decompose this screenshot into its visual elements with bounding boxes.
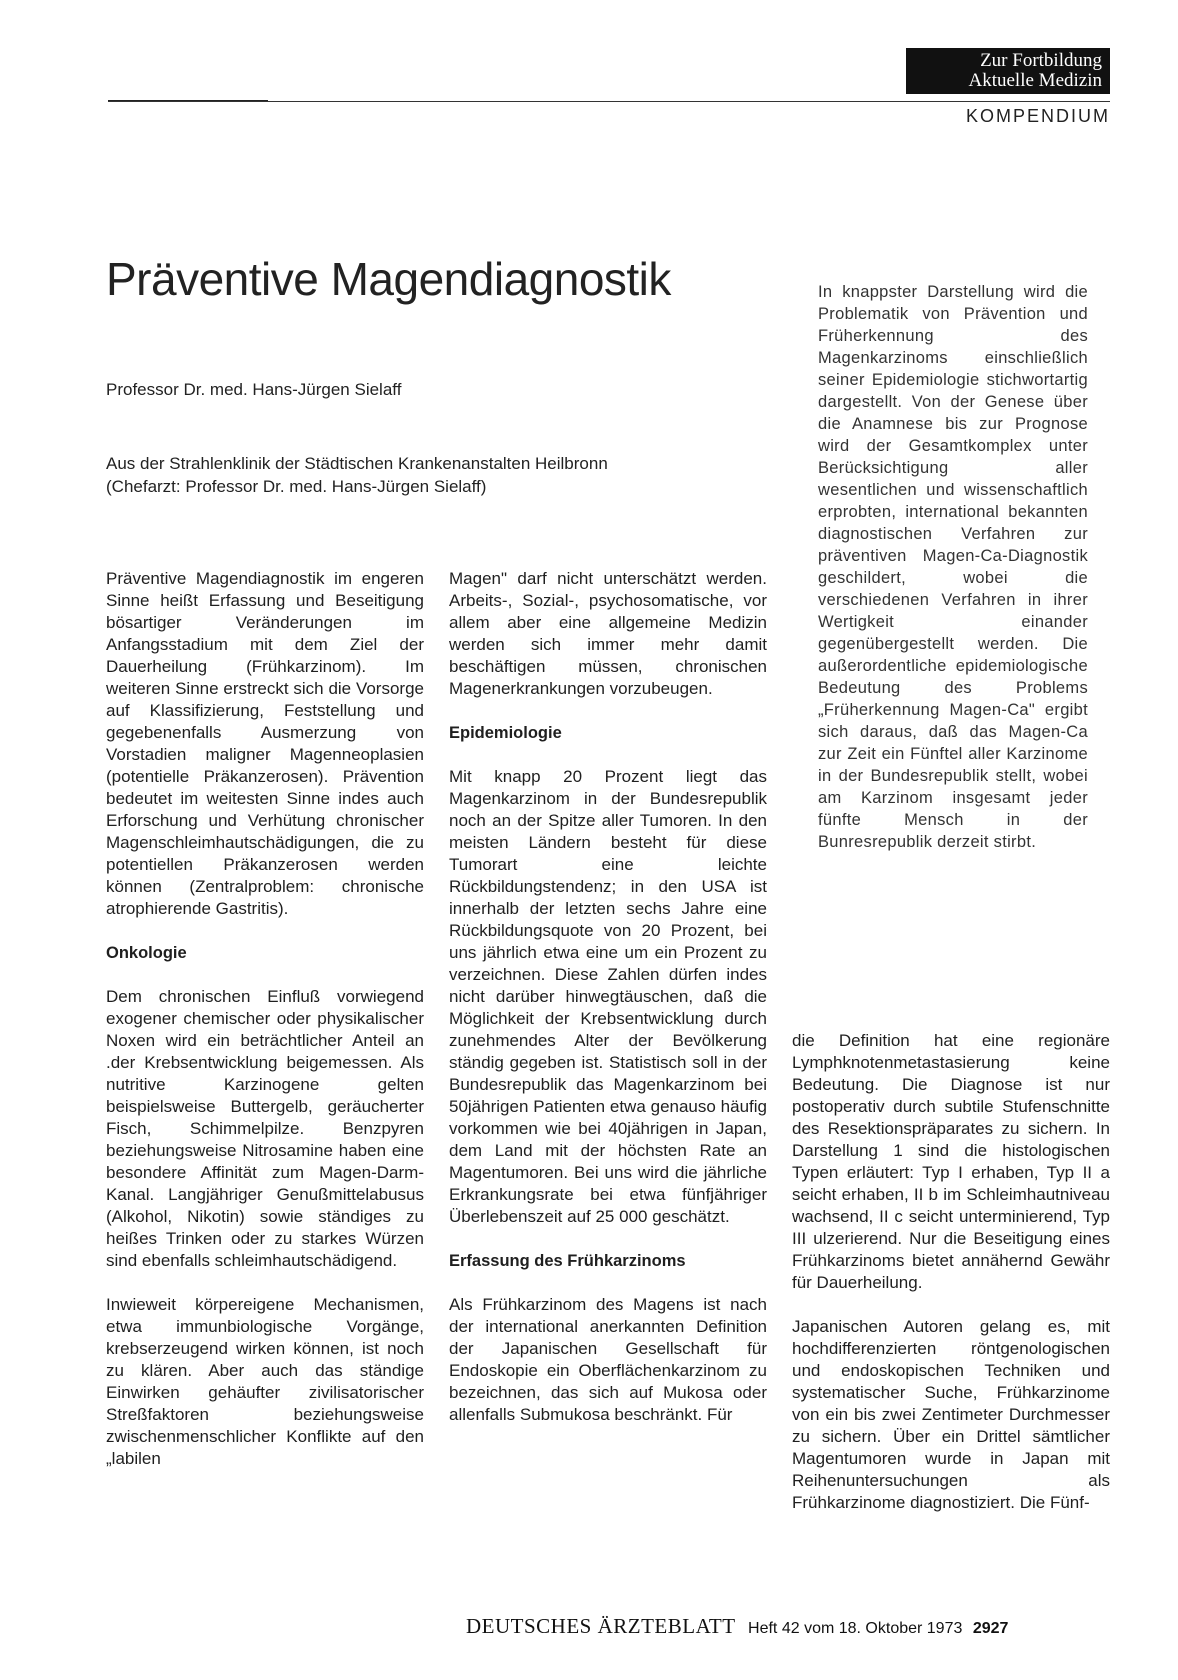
body-column-2 [449, 568, 767, 1448]
section-label: KOMPENDIUM [965, 106, 1110, 126]
page-footer [466, 1614, 1008, 1639]
body-column-1 [106, 568, 424, 1492]
onkologie-paragraph-2-cont: Magen" darf nicht unterschätzt werden. Arbeits-, Sozial-, psychosomatische, vor allem aber eine allgemeine Medizin werden sich immer mehr damit beschäftigen müssen, chronischen Magenerkrankungen vorzubeugen. [449, 569, 767, 698]
heading-epidemiologie: Epidemiologie [449, 724, 562, 742]
body-column-3 [792, 1030, 1110, 1536]
heading-erfassung: Erfassung des Frühkarzinoms [449, 1252, 686, 1270]
affiliation-line-2: (Chefarzt: Professor Dr. med. Hans-Jürgen Sielaff) [106, 477, 487, 496]
intro-paragraph: Präventive Magendiagnostik im engeren Sinne heißt Erfassung und Beseitigung bösartiger Veränderungen im Anfangsstadium mit dem Ziel der Dauerheilung (Frühkarzinom). Im weiteren Sinne erstreckt sich die Vorsorge auf Klassifizierung, Feststellung und gegebenenfalls Ausmerzung von Vorstadien maligner Magenneoplasien (potentielle Präkanzerosen). Prävention bedeutet im weitesten Sinne indes auch Erforschung und Verhütung chronischer Magenschleimhautschädigungen, die zu potentiellen Präkanzerosen werden können (Zentralproblem: chronische atrophierende Gastritis). [106, 569, 424, 918]
article-title: Präventive Magendiagnostik [106, 253, 671, 305]
epidemiologie-paragraph: Mit knapp 20 Prozent liegt das Magenkarzinom in der Bundesrepublik noch an der Spitze aller Tumoren. In den meisten Ländern besteht für diese Tumorart eine leichte Rückbildungstendenz; in den USA ist innerhalb der letzten sechs Jahre eine Rückbildungsquote von 20 Prozent, bei uns jährlich etwa eine um ein Prozent zu verzeichnen. Diese Zahlen dürfen indes nicht darüber hinwegtäuschen, daß die Möglichkeit der Krebsentwicklung durch zunehmendes Alter der Bevölkerung ständig gegeben ist. Statistisch soll in der Bundesrepublik das Magenkarzinom bei 50jährigen Patienten etwa genauso häufig vorkommen wie bei 40jährigen in Japan, dem Land mit der höchsten Rate an Magentumoren. Bei uns wird die jährliche Erkrankungsrate bei etwa fünfjähriger Überlebenszeit auf 25 000 geschätzt. [449, 767, 767, 1226]
heading-onkologie: Onkologie [106, 944, 187, 962]
section-badge [906, 48, 1110, 94]
article-abstract: In knappster Darstellung wird die Problematik von Prävention und Früherkennung des Magenkarzinoms einschließlich seiner Epidemiologie stichwortartig dargestellt. Von der Genese über die Anamnese bis zur Prognose wird der Gesamtkomplex unter Berücksichtigung aller wesentlichen und wissenschaftlich erprobten, international bekannten diagnostischen Verfahren zur präventiven Magen-Ca-Diagnostik geschildert, wobei die verschiedenen Verfahren in ihrer Wertigkeit einander gegenübergestellt werden. Die außerordentliche epidemiologische Bedeutung des Problems „Früherkennung Magen-Ca" ergibt sich daraus, daß das Magen-Ca zur Zeit ein Fünftel aller Karzinome in der Bundesrepublik stellt, wobei am Karzinom insgesamt jeder fünfte Mensch in der Bunresrepublik derzeit stirbt. [818, 283, 1088, 851]
erfassung-paragraph-2: Japanischen Autoren gelang es, mit hochdifferenzierten röntgenologischen und endoskopischen Techniken und systematischer Suche, Frühkarzinome von ein bis zwei Zentimeter Durchmesser zu sichern. Über ein Drittel sämtlicher Magentumoren wurde in Japan mit Reihenuntersuchungen als Frühkarzinome diagnostiziert. Die Fünf- [792, 1317, 1110, 1512]
badge-line-2: Aktuelle Medizin [968, 70, 1102, 91]
journal-name: DEUTSCHES ÄRZTEBLATT [466, 1614, 736, 1638]
header-rule [108, 101, 1110, 102]
article-author: Professor Dr. med. Hans-Jürgen Sielaff [106, 380, 402, 399]
badge-line-1: Zur Fortbildung [980, 50, 1102, 71]
page-number: 2927 [972, 1620, 1009, 1637]
erfassung-paragraph-1-cont: die Definition hat eine regionäre Lymphknotenmetastasierung keine Bedeutung. Die Diagnose ist nur postoperativ durch subtile Stufenschnitte des Resektionspräparates zu sichern. In Darstellung 1 sind die histologischen Typen erläutert: Typ I erhaben, Typ II a seicht erhaben, II b im Schleimhautniveau wachsend, II c seicht unterminierend, Typ III ulzerierend. Nur die Beseitigung eines Frühkarzinoms bietet annähernd Gewähr für Dauerheilung. [792, 1031, 1110, 1292]
onkologie-paragraph-2: Inwieweit körpereigene Mechanismen, etwa immunbiologische Vorgänge, krebserzeugend wirken können, ist noch zu klären. Aber auch das ständige Einwirken gehäufter zivilisatorischer Streßfaktoren beziehungsweise zwischenmenschlicher Konflikte auf den „labilen [106, 1295, 424, 1468]
erfassung-paragraph-1: Als Frühkarzinom des Magens ist nach der international anerkannten Definition der Japanischen Gesellschaft für Endoskopie ein Oberflächenkarzinom zu bezeichnen, das sich auf Mukosa oder allenfalls Submukosa beschränkt. Für [449, 1295, 767, 1424]
affiliation-line-1: Aus der Strahlenklinik der Städtischen Krankenanstalten Heilbronn [106, 454, 608, 473]
article-affiliation [106, 452, 608, 498]
issue-info: Heft 42 vom 18. Oktober 1973 [748, 1620, 963, 1637]
onkologie-paragraph-1: Dem chronischen Einfluß vorwiegend exogener chemischer oder physikalischer Noxen wird ein beträchtlicher Anteil an .der Krebsentwicklung beigemessen. Als nutritive Karzinogene gelten beispielsweise Buttergelb, geräucherter Fisch, Schimmelpilze. Benzpyren beziehungsweise Nitrosamine haben eine besondere Affinität zum Magen-Darm-Kanal. Langjähriger Genußmittelabusus (Alkohol, Nikotin) sowie ständiges zu heißes Trinken oder zu starkes Würzen sind ebenfalls schleimhautschädigend. [106, 987, 424, 1270]
